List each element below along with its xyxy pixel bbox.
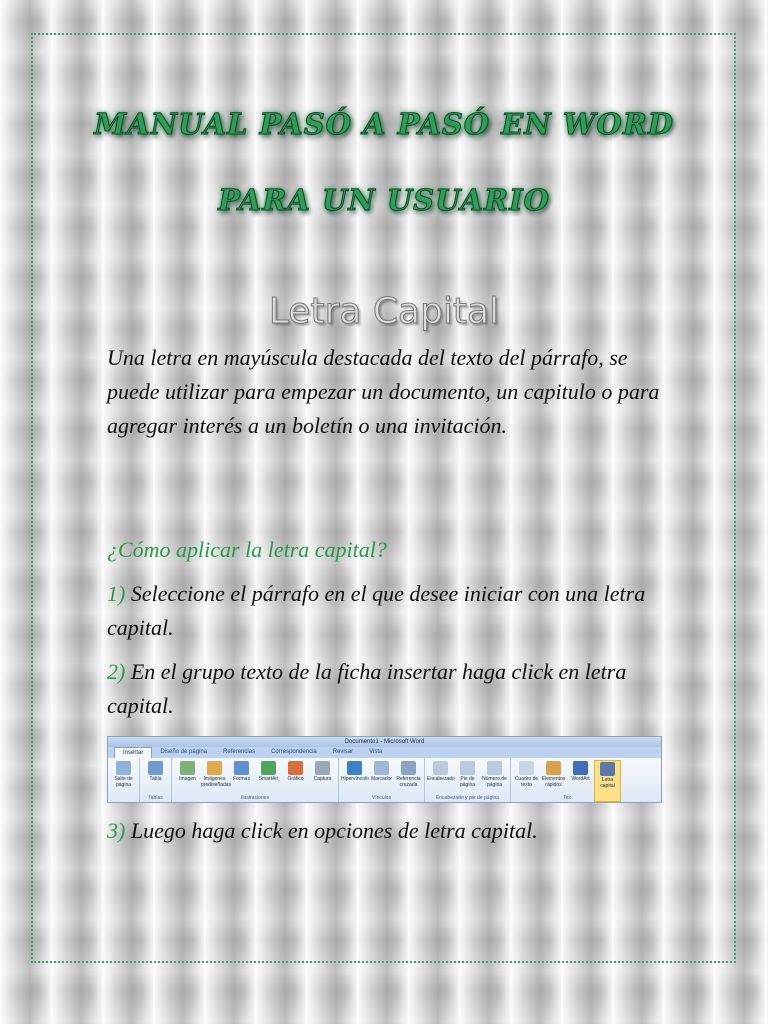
group-vinculos [339,758,425,802]
step-3 [107,814,667,848]
document-title-line-2: PARA UN USUARIO [218,183,550,217]
grafico-button[interactable]: Gráfico [282,760,309,802]
cuadro-de-texto-button[interactable]: Cuadro de texto [513,760,540,802]
group-label-encabezado-pie: Encabezado y pie de página [435,795,500,801]
step-2-text: En el grupo texto de la ficha insertar haga click en letra capital. [107,659,627,718]
quick-parts-icon [546,761,561,775]
ribbon-tabs [108,747,661,758]
step-1-number: 1) [107,581,126,606]
header-icon [433,761,448,775]
ribbon-window-title: Documento1 - Microsoft Word [108,737,661,747]
formas-button[interactable]: Formas [228,760,255,802]
tabla-button[interactable]: Tabla [142,760,169,802]
ribbon-body [108,758,661,802]
marcador-button[interactable]: Marcador [368,760,395,802]
smartart-icon [261,761,276,775]
group-label-vinculos: Vínculos [371,795,392,801]
tab-referencias[interactable]: Referencias [223,749,256,755]
step-2 [107,655,667,723]
page-number-icon [487,761,502,775]
group-label-ilustraciones: Ilustraciones [240,795,270,801]
step-3-number: 3) [107,818,126,843]
drop-cap-icon [600,762,615,776]
tab-vista[interactable]: Vista [369,749,383,755]
textbox-icon [519,761,534,775]
group-ilustraciones [172,758,339,802]
hipervinculo-button[interactable]: Hipervínculo [341,760,368,802]
salto-de-pagina-button[interactable]: Salto de página [110,760,137,802]
word-ribbon-screenshot [107,736,662,803]
imagen-button[interactable]: Imagen [174,760,201,802]
section-heading: Letra Capital [268,291,500,332]
group-encabezado-pie [425,758,511,802]
tab-correspondencia[interactable]: Correspondencia [271,749,317,755]
group-label-texto: Tex [563,795,571,801]
step-2-number: 2) [107,659,126,684]
question-heading: ¿Cómo aplicar la letra capital? [107,537,387,562]
clipart-icon [207,761,222,775]
numero-de-pagina-button[interactable]: Número de página [481,760,508,802]
tab-revisar[interactable]: Revisar [332,749,354,755]
hyperlink-icon [347,761,362,775]
screenshot-icon [315,761,330,775]
shapes-icon [234,761,249,775]
group-texto [511,758,623,802]
referencia-cruzada-button[interactable]: Referencia cruzada [395,760,422,802]
imagenes-predisenadas-button[interactable]: Imágenes prediseñadas [201,760,228,802]
elementos-rapidos-button[interactable]: Elementos rápidos [540,760,567,802]
encabezado-button[interactable]: Encabezado [427,760,454,802]
group-paginas [108,758,140,802]
tab-diseno-de-pagina[interactable]: Diseño de página [160,749,208,755]
step-3-text: Luego haga click en opciones de letra capital. [125,818,538,843]
document-title-line-1: MANUAL PASÓ A PASÓ EN WORD [94,107,674,141]
step-1 [107,577,667,645]
wordart-button[interactable]: WordArt [567,760,594,802]
page-break-icon [116,761,131,775]
intro-paragraph: Una letra en mayúscula destacada del texto del párrafo, se puede utilizar para empezar un documento, un capitulo o para agregar interés a un boletín o una invitación. [107,345,660,438]
group-label-tablas: Tablas [148,795,163,801]
tab-insertar[interactable]: Insertar [114,747,152,758]
pie-de-pagina-button[interactable]: Pie de página [454,760,481,802]
letra-capital-button[interactable]: Letra capital [594,760,621,802]
smartart-button[interactable]: SmartArt [255,760,282,802]
chart-icon [288,761,303,775]
step-1-text: Seleccione el párrafo en el que desee iniciar con una letra capital. [107,581,646,640]
picture-icon [180,761,195,775]
captura-button[interactable]: Captura [309,760,336,802]
table-icon [148,761,163,775]
bookmark-icon [374,761,389,775]
cross-reference-icon [401,761,416,775]
footer-icon [460,761,475,775]
wordart-icon [573,761,588,775]
group-tablas [140,758,172,802]
